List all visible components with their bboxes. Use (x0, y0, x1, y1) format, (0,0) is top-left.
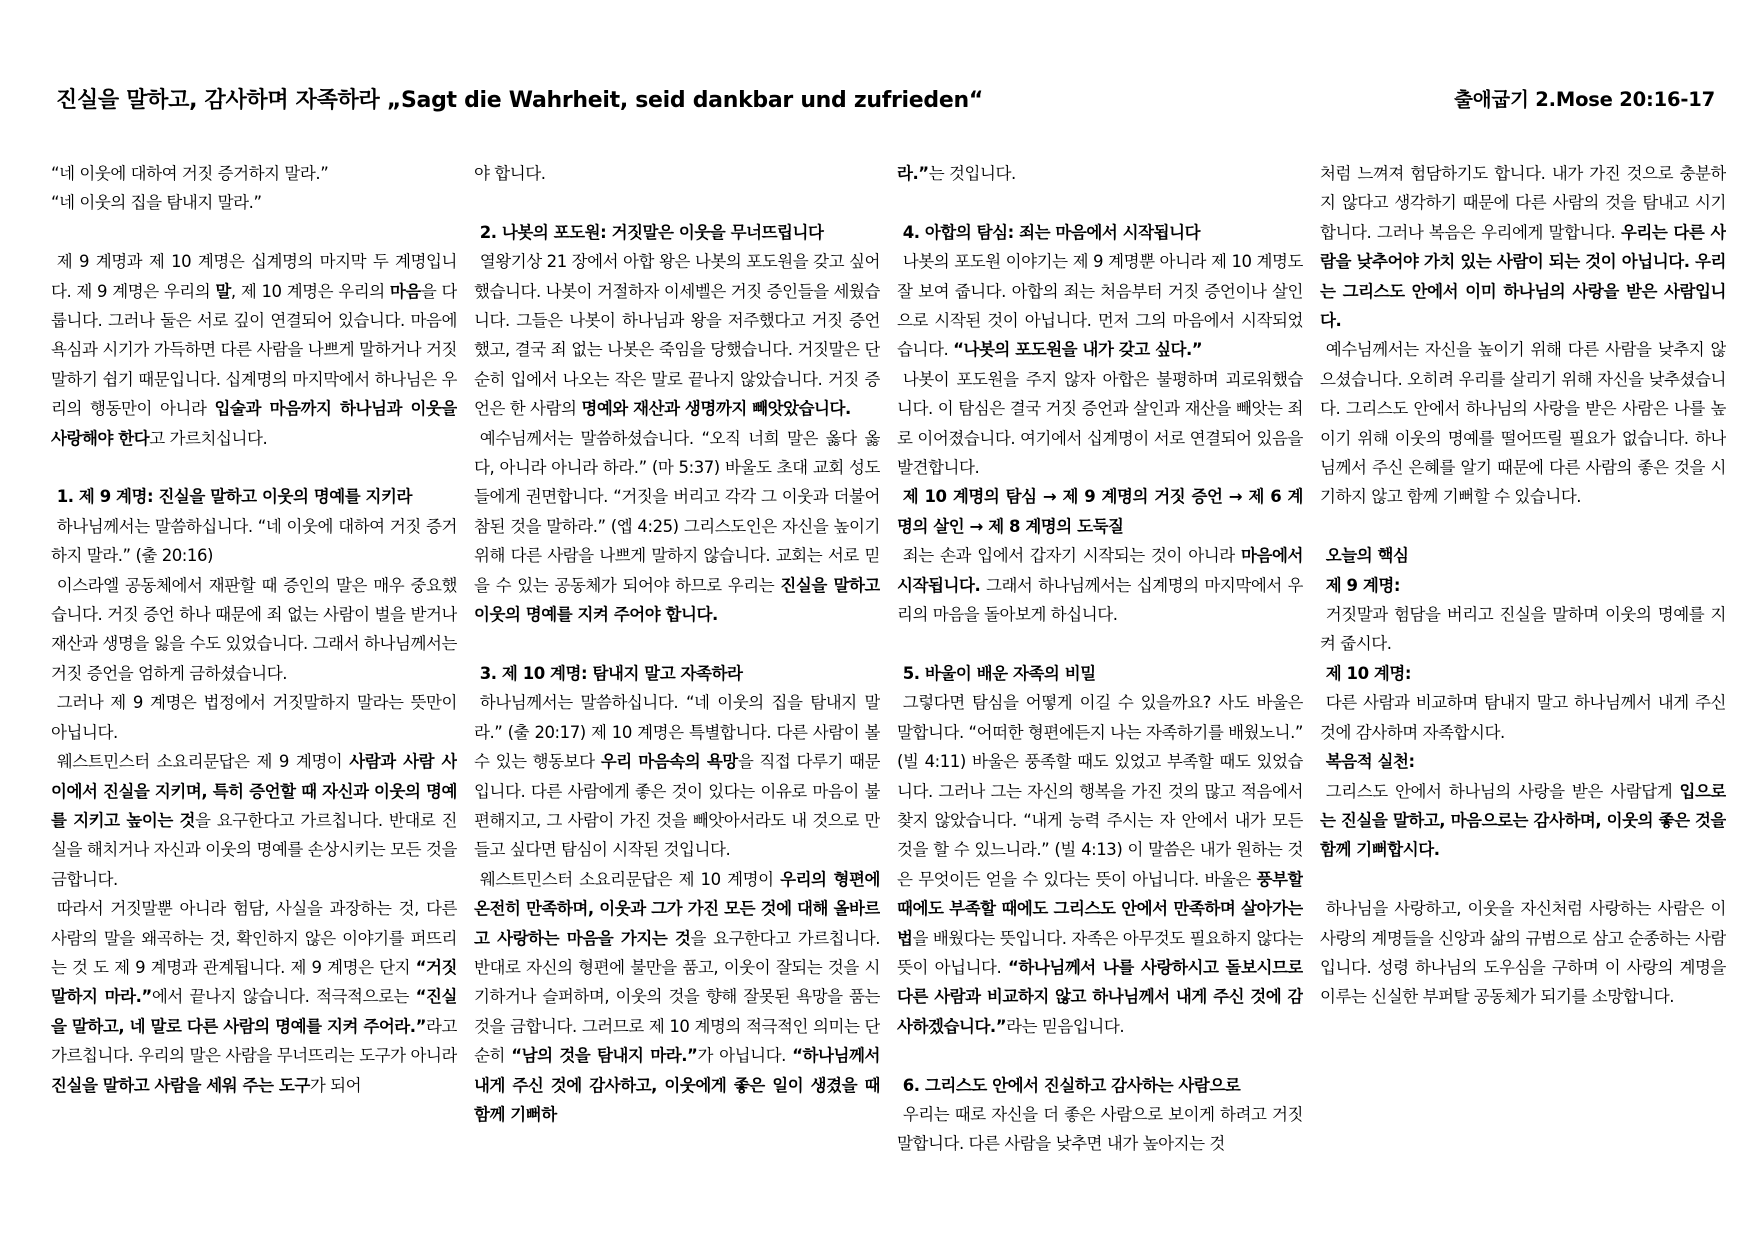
blank-line (1320, 865, 1726, 894)
paragraph (897, 159, 1303, 188)
text-run: 다른 사람과 비교하며 탐내지 말고 하나님께서 내게 주신 것에 감사하며 자족합시다. (1320, 693, 1726, 742)
paragraph (1320, 894, 1726, 1012)
text-run: “네 이웃의 집을 탐내지 말라.” (51, 193, 262, 213)
emphasis-text: 제 10 계명의 탐심 → 제 9 계명의 거짓 증언 → 제 6 계명의 살인 → 제 8 계명의 도둑질 (897, 487, 1303, 536)
section-heading (474, 218, 880, 247)
text-run: 1. 제 9 계명: 진실을 말하고 이웃의 명예를 지키라 (56, 487, 412, 507)
emphasis-text: 명예와 재산과 생명까지 빼앗았습니다. (581, 399, 851, 419)
paragraph (474, 424, 880, 630)
text-run: 을 요구한다고 가르칩니다. 반대로 자신의 형편에 불만을 품고, 이웃이 잘되는 것을 시기하거나 슬퍼하며, 이웃의 것을 향해 잘못된 욕망을 품는 것을 금합니다. 그러므로 제 10 계명의 적극적인 의미는 단순히 (474, 928, 880, 1066)
text-run: 그래서 하나님께서는 십계명의 마지막에서 우리의 마음을 돌아보게 하십니다. (897, 575, 1303, 625)
page-header (56, 78, 1715, 118)
text-run: 가 되어 (309, 1075, 362, 1095)
paragraph (51, 747, 457, 894)
text-run: 처럼 느껴져 험담하기도 합니다. 내가 가진 것으로 충분하지 않다고 생각하기 때문에 다른 사람의 것을 탐내고 시기합니다. 그러나 복음은 우리에게 말합니다. (1320, 164, 1726, 242)
emphasis-text: 라.” (897, 164, 929, 183)
text-run: 오늘의 핵심 (1325, 546, 1409, 566)
section-heading (51, 482, 457, 511)
paragraph (51, 512, 457, 571)
text-run: 그러나 제 9 계명은 법정에서 거짓말하지 말라는 뜻만이 아닙니다. (51, 693, 457, 742)
paragraph (51, 188, 457, 217)
text-run: 제 10 계명: (1325, 663, 1412, 683)
emphasis-text: “나봇의 포도원을 내가 갖고 싶다.” (953, 340, 1203, 360)
emphasis-text: 우리의 형편에 온전히 만족하며, 이웃과 그가 가진 모든 것에 대해 올바르고 사랑하는 마음을 가지는 것 (474, 869, 880, 948)
paragraph (51, 688, 457, 747)
paragraph (897, 482, 1303, 541)
emphasis-text: 말 (215, 281, 231, 301)
column-3 (897, 159, 1303, 1219)
paragraph (51, 571, 457, 689)
blank-line (897, 629, 1303, 658)
blank-line (897, 1041, 1303, 1070)
text-run: 제 9 계명: (1325, 575, 1401, 595)
emphasis-text: 풍부할 때에도 부족할 때에도 그리스도 안에서 만족하며 살아가는 법 (897, 869, 1303, 948)
emphasis-text: “진실을 말하고, 네 말로 다른 사람의 명예를 지켜 주어라.” (51, 987, 457, 1036)
paragraph (897, 688, 1303, 1041)
paragraph (51, 247, 457, 453)
section-heading (897, 659, 1303, 688)
blank-line (474, 188, 880, 217)
section-heading (1320, 659, 1726, 688)
section-heading (897, 1071, 1303, 1100)
emphasis-text: “거짓말하지 마라.” (51, 957, 457, 1007)
paragraph (474, 247, 880, 423)
emphasis-text: 입으로는 진실을 말하고, 마음으로는 감사하며, 이웃의 좋은 것을 함께 기뻐합시다. (1320, 781, 1726, 860)
paragraph (897, 247, 1303, 365)
text-run: 을 배웠다는 뜻입니다. 자족은 아무것도 필요하지 않다는 뜻이 아닙니다. (897, 928, 1303, 977)
text-run: 을 요구한다고 가르칩니다. 반대로 진실을 해치거나 자신과 이웃의 명예를 손상시키는 모든 것을 금합니다. (51, 810, 457, 889)
section-heading (1320, 571, 1726, 600)
column-1 (51, 159, 457, 1219)
text-run: 라고 가르칩니다. 우리의 말은 사람을 무너뜨리는 도구가 아니라 (51, 1016, 457, 1066)
text-run: 고 가르치십니다. (149, 428, 268, 448)
column-4 (1320, 159, 1726, 1219)
text-run: 예수님께서는 말씀하셨습니다. “오직 너희 말은 옳다 옳다, 아니라 아니라 하라.” (마 5:37) 바울도 초대 교회 성도들에게 권면합니다. “거짓을 버리고 각각 그 이웃과 더불어 참된 것을 말하라.” (엡 4:25) 그리스도인은 자신을 높이기 위해 다른 사람을 나쁘게 말하지 않습니다. 교회는 서로 믿을 수 있는 공동체가 되어야 하므로 우리는 (474, 428, 880, 595)
text-run: “네 이웃에 대하여 거짓 증거하지 말라.” (51, 164, 329, 183)
paragraph (897, 1100, 1303, 1159)
text-run: 하나님을 사랑하고, 이웃을 자신처럼 사랑하는 사람은 이 사랑의 계명들을 신앙과 삶의 규범으로 삼고 순종하는 사람입니다. 성령 하나님의 도우심을 구하며 이 사랑의 계명을 이루는 신실한 부퍼탈 공동체가 되기를 소망합니다. (1320, 899, 1726, 1007)
text-run: 5. 바울이 배운 자족의 비밀 (902, 663, 1096, 683)
text-run: 거짓말과 험담을 버리고 진실을 말하며 이웃의 명예를 지켜 줍시다. (1320, 605, 1726, 654)
paragraph (1320, 159, 1726, 335)
text-run: 열왕기상 21 장에서 아합 왕은 나봇의 포도원을 갖고 싶어 했습니다. 나봇이 거절하자 이세벨은 거짓 증인들을 세웠습니다. 그들은 나봇이 하나님과 왕을 저주했다고 거짓 증언했고, 결국 죄 없는 나봇은 죽임을 당했습니다. 거짓말은 단순히 입에서 나오는 작은 말로 끝나지 않았습니다. 거짓 증언은 한 사람의 (474, 252, 880, 419)
text-run: 가 아닙니다. (697, 1046, 793, 1066)
emphasis-text: “남의 것을 탐내지 마라.” (511, 1046, 698, 1066)
paragraph (51, 159, 457, 188)
text-run: 에서 끝나지 않습니다. 적극적으로는 (151, 987, 416, 1007)
text-run: 2. 나봇의 포도원: 거짓말은 이웃을 무너뜨립니다 (479, 222, 824, 242)
text-run: 우리는 때로 자신을 더 좋은 사람으로 보이게 하려고 거짓말합니다. 다른 사람을 낮추면 내가 높아지는 것 (897, 1104, 1303, 1154)
text-run: 야 합니다. (474, 164, 546, 183)
text-run: 4. 아합의 탐심: 죄는 마음에서 시작됩니다 (902, 222, 1201, 242)
text-run: 웨스트민스터 소요리문답은 제 10 계명이 (479, 869, 781, 889)
text-run: 을 다룹니다. 그러나 둘은 서로 깊이 연결되어 있습니다. 마음에 욕심과 시기가 가득하면 다른 사람을 나쁘게 말하거나 거짓말하기 쉽기 때문입니다. 십계명의 마지막에서 하나님은 우리의 행동만이 아니라 (51, 281, 457, 419)
text-run: 따라서 거짓말뿐 아니라 험담, 사실을 과장하는 것, 다른 사람의 말을 왜곡하는 것, 확인하지 않은 이야기를 퍼뜨리는 것 도 제 9 계명과 관계됩니다. 제 9 계명은 단지 (51, 899, 457, 977)
text-run: 라는 믿음입니다. (1006, 1016, 1125, 1036)
text-run: 그렇다면 탐심을 어떻게 이길 수 있을까요? 사도 바울은 말합니다. “어떠한 형편에든지 나는 자족하기를 배웠노니.” (빌 4:11) 바울은 풍족할 때도 있었고 부족할 때도 있었습니다. 그러나 그는 자신의 행복을 가진 것의 많고 적음에서 찾지 않았습니다. “내게 능력 주시는 자 안에서 내가 모든 것을 할 수 있느니라.” (빌 4:13) 이 말씀은 내가 원하는 것은 무엇이든 얻을 수 있다는 뜻이 아닙니다. 바울은 (897, 693, 1303, 889)
paragraph (1320, 600, 1726, 659)
emphasis-text: “하나님께서 나를 사랑하시고 돌보시므로 다른 사람과 비교하지 않고 하나님께서 내게 주신 것에 감사하겠습니다.” (897, 957, 1303, 1036)
text-run: 이스라엘 공동체에서 재판할 때 증인의 말은 매우 중요했습니다. 거짓 증언 하나 때문에 죄 없는 사람이 벌을 받거나 재산과 생명을 잃을 수도 있었습니다. 그래서 하나님께서는 거짓 증언을 엄하게 금하셨습니다. (51, 575, 457, 683)
emphasis-text: 우리는 다른 사람을 낮추어야 가치 있는 사람이 되는 것이 아닙니다. 우리는 그리스도 안에서 이미 하나님의 사랑을 받은 사람입니다. (1320, 222, 1726, 331)
text-run: 나봇이 포도원을 주지 않자 아합은 불평하며 괴로워했습니다. 이 탐심은 결국 거짓 증언과 살인과 재산을 빼앗는 죄로 이어졌습니다. 여기에서 십계명이 서로 연결되어 있음을 발견합니다. (897, 369, 1303, 478)
text-run: 하나님께서는 말씀하십니다. “네 이웃의 집을 탐내지 말라.” (출 20:17) 제 10 계명은 특별합니다. 다른 사람이 볼 수 있는 행동보다 (474, 693, 880, 772)
text-run: , 제 10 계명은 우리의 (230, 281, 390, 301)
paragraph (897, 365, 1303, 483)
text-run: 복음적 실천: (1325, 752, 1415, 772)
paragraph (474, 159, 880, 188)
text-run: 제 9 계명과 제 10 계명은 십계명의 마지막 두 계명입니다. 제 9 계명은 우리의 (51, 252, 457, 301)
text-run: 하나님께서는 말씀하십니다. “네 이웃에 대하여 거짓 증거하지 말라.” (출 20:16) (51, 516, 457, 566)
emphasis-text: 마음에서 시작됩니다. (897, 546, 1303, 595)
blank-line (474, 629, 880, 658)
page-title: 진실을 말하고, 감사하며 자족하라 „Sagt die Wahrheit, seid dankbar und zufrieden“ (56, 87, 983, 113)
scripture-reference: 출애굽기 2.Mose 20:16-17 (1454, 88, 1715, 111)
section-heading (1320, 541, 1726, 570)
text-run: 웨스트민스터 소요리문답은 제 9 계명이 (56, 752, 350, 772)
paragraph (474, 688, 880, 864)
text-run: 6. 그리스도 안에서 진실하고 감사하는 사람으로 (902, 1075, 1241, 1095)
paragraph (1320, 688, 1726, 747)
paragraph (1320, 777, 1726, 865)
text-run: 예수님께서는 자신을 높이기 위해 다른 사람을 낮추지 않으셨습니다. 오히려 우리를 살리기 위해 자신을 낮추셨습니다. 그리스도 안에서 하나님의 사랑을 받은 사람은 나를 높이기 위해 이웃의 명예를 떨어뜨릴 필요가 없습니다. 하나님께서 주신 은혜를 알기 때문에 다른 사람의 좋은 것을 시기하지 않고 함께 기뻐할 수 있습니다. (1320, 340, 1726, 507)
column-2 (474, 159, 880, 1219)
emphasis-text: 마음 (389, 281, 421, 301)
emphasis-text: 사람과 사람 사이에서 진실을 지키며, 특히 증언할 때 자신과 이웃의 명예를 지키고 높이는 것 (51, 752, 457, 830)
paragraph (897, 541, 1303, 629)
blank-line (51, 218, 457, 247)
blank-line (897, 188, 1303, 217)
emphasis-text: 입술과 마음까지 하나님과 이웃을 사랑해야 한다 (51, 399, 457, 448)
section-heading (474, 659, 880, 688)
text-run: 을 직접 다루기 때문입니다. 다른 사람에게 좋은 것이 있다는 이유로 마음이 불편해지고, 그 사람이 가진 것을 빼앗아서라도 내 것으로 만들고 싶다면 탐심이 시작된 것입니다. (474, 752, 880, 860)
text-columns (51, 159, 1731, 1219)
paragraph (51, 894, 457, 1100)
emphasis-text: “하나님께서 내게 주신 것에 감사하고, 이웃에게 좋은 일이 생겼을 때 함께 기뻐하 (474, 1046, 880, 1124)
text-run: 그리스도 안에서 하나님의 사랑을 받은 사람답게 (1325, 781, 1680, 801)
blank-line (1320, 512, 1726, 541)
text-run: 3. 제 10 계명: 탐내지 말고 자족하라 (479, 663, 743, 683)
emphasis-text: 우리 마음속의 욕망 (600, 752, 738, 772)
paragraph (474, 865, 880, 1130)
emphasis-text: 진실을 말하고 이웃의 명예를 지켜 주어야 합니다. (474, 575, 880, 625)
section-heading (897, 218, 1303, 247)
section-heading (1320, 747, 1726, 776)
text-run: 나봇의 포도원 이야기는 제 9 계명뿐 아니라 제 10 계명도 잘 보여 줍니다. 아합의 죄는 처음부터 거짓 증언이나 살인으로 시작된 것이 아닙니다. 먼저 그의 마음에서 시작되었습니다. (897, 252, 1303, 360)
blank-line (51, 453, 457, 482)
emphasis-text: 진실을 말하고 사람을 세워 주는 도구 (51, 1075, 310, 1095)
paragraph (1320, 335, 1726, 511)
text-run: 죄는 손과 입에서 갑자기 시작되는 것이 아니라 (902, 546, 1242, 566)
text-run: 는 것입니다. (928, 164, 1016, 183)
